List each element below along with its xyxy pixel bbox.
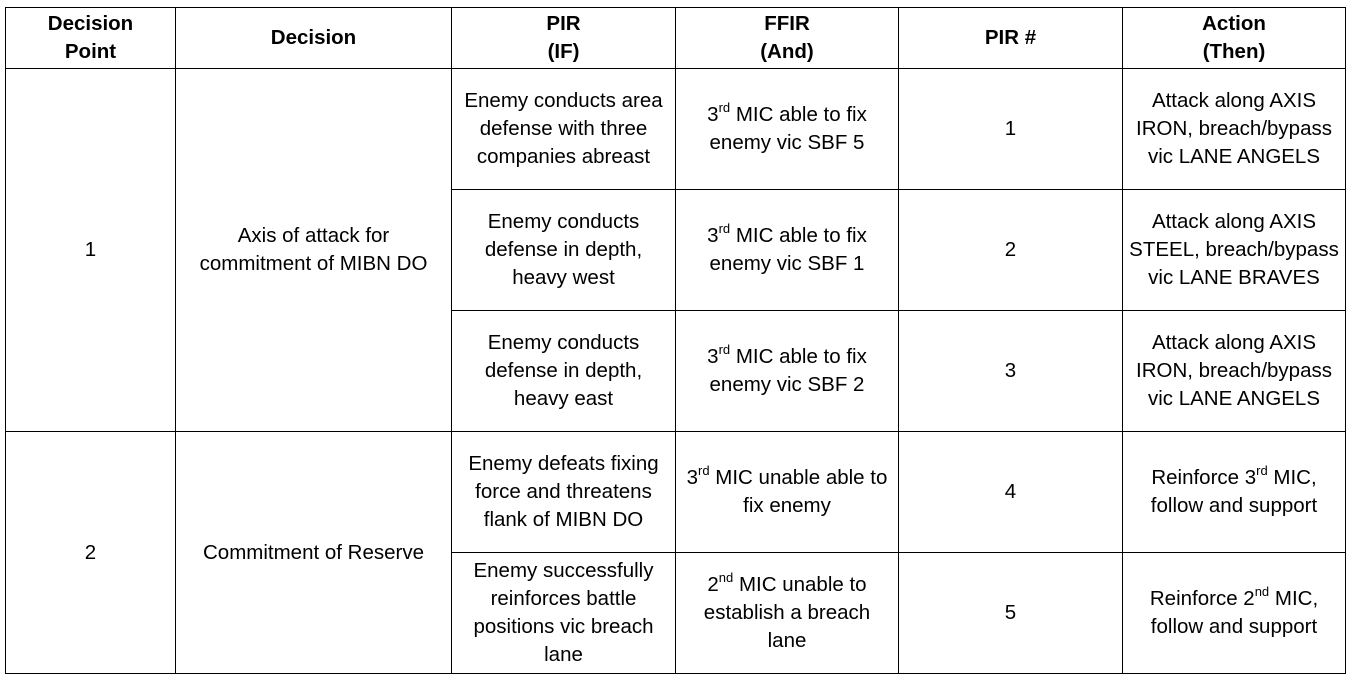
decision-point-cell: 1 [6, 69, 176, 432]
header-row [6, 8, 1346, 69]
pir-number-cell: 1 [899, 69, 1123, 190]
ffir-cell: 2nd MIC unable to establish a breach lane [676, 553, 899, 674]
pir-number-cell: 3 [899, 311, 1123, 432]
decision-cell: Commitment of Reserve [176, 432, 452, 674]
pir-cell: Enemy successfully reinforces battle positions vic breach lane [452, 553, 676, 674]
action-cell: Reinforce 2nd MIC, follow and support [1123, 553, 1346, 674]
pir-cell: Enemy conducts area defense with three companies abreast [452, 69, 676, 190]
header-ffir: FFIR (And) [676, 8, 899, 69]
table-row [6, 432, 1346, 553]
pir-number-cell: 4 [899, 432, 1123, 553]
action-cell: Attack along AXIS IRON, breach/bypass vic LANE ANGELS [1123, 311, 1346, 432]
table-row [6, 69, 1346, 190]
decision-table [5, 7, 1346, 674]
pir-cell: Enemy conducts defense in depth, heavy west [452, 190, 676, 311]
action-cell: Reinforce 3rd MIC, follow and support [1123, 432, 1346, 553]
pir-number-cell: 2 [899, 190, 1123, 311]
header-decision: Decision [176, 8, 452, 69]
pir-number-cell: 5 [899, 553, 1123, 674]
header-decision-point: Decision Point [6, 8, 176, 69]
decision-cell: Axis of attack for commitment of MIBN DO [176, 69, 452, 432]
pir-cell: Enemy defeats fixing force and threatens flank of MIBN DO [452, 432, 676, 553]
header-action: Action (Then) [1123, 8, 1346, 69]
ffir-cell: 3rd MIC able to fix enemy vic SBF 5 [676, 69, 899, 190]
ffir-cell: 3rd MIC unable able to fix enemy [676, 432, 899, 553]
pir-cell: Enemy conducts defense in depth, heavy east [452, 311, 676, 432]
decision-support-matrix [5, 7, 1346, 674]
ffir-cell: 3rd MIC able to fix enemy vic SBF 2 [676, 311, 899, 432]
header-pir: PIR (IF) [452, 8, 676, 69]
action-cell: Attack along AXIS STEEL, breach/bypass vic LANE BRAVES [1123, 190, 1346, 311]
action-cell: Attack along AXIS IRON, breach/bypass vic LANE ANGELS [1123, 69, 1346, 190]
ffir-cell: 3rd MIC able to fix enemy vic SBF 1 [676, 190, 899, 311]
decision-point-cell: 2 [6, 432, 176, 674]
header-pir-number: PIR # [899, 8, 1123, 69]
